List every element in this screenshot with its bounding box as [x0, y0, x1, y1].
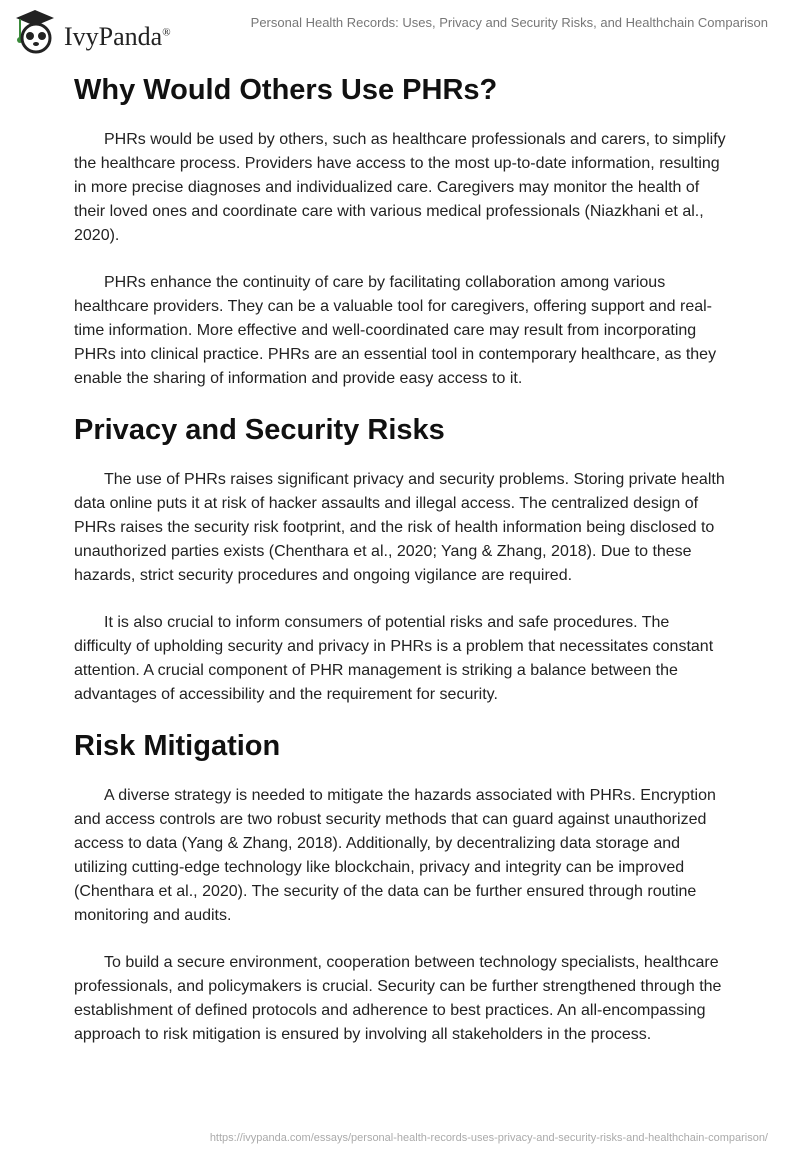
paragraph: The use of PHRs raises significant privacy and security problems. Storing private health data online puts it at risk of hacker assaults and illegal access. The centralized design of PHRs raises the security risk footprint, and the risk of health information being disclosed to unauthorized parties exists (Chenthara et al., 2020; Yang & Zhang, 2018). Due to these hazards, strict security procedures and ongoing vigilance are required. [74, 471, 725, 584]
page-header [0, 0, 800, 60]
logo-text: IvyPanda [64, 22, 163, 51]
document-title: Personal Health Records: Uses, Privacy and Security Risks, and Healthchain Comparison [250, 15, 768, 30]
section-heading: Risk Mitigation [74, 730, 281, 762]
registered-mark: ® [162, 26, 171, 39]
section-heading: Why Would Others Use PHRs? [74, 74, 498, 106]
source-url[interactable]: https://ivypanda.com/essays/personal-health-records-uses-privacy-and-security-risks-and-healthchain-comparison/ [209, 1132, 768, 1144]
paragraph: PHRs would be used by others, such as healthcare professionals and carers, to simplify the healthcare process. Providers have access to the most up-to-date information, resulting in more precise diagnoses and individualized care. Caregivers may monitor the health of their loved ones and coordinate care with various medical professionals (Niazkhani et al., 2020). [74, 131, 726, 244]
panda-graduate-icon [12, 8, 58, 54]
paragraph: It is also crucial to inform consumers of potential risks and safe procedures. The difficulty of upholding security and privacy in PHRs is a problem that necessitates constant attention. A crucial component of PHR management is striking a balance between the advantages of accessibility and the requirement for security. [74, 614, 714, 703]
paragraph: To build a secure environment, cooperation between technology specialists, healthcare professionals, and policymakers is crucial. Security can be further strengthened through the establishment of defined protocols and adherence to best practices. An all-encompassing approach to risk mitigation is ensured by involving all stakeholders in the process. [74, 954, 722, 1043]
paragraph: PHRs enhance the continuity of care by facilitating collaboration among various healthcare providers. They can be a valuable tool for caregivers, offering support and real-time information. More effective and well-coordinated care may result from incorporating PHRs into clinical practice. PHRs are an essential tool in contemporary healthcare, as they enable the sharing of information and provide easy access to it. [74, 274, 717, 387]
paragraph: A diverse strategy is needed to mitigate the hazards associated with PHRs. Encryption and access controls are two robust security methods that can guard against unauthorized access to data (Yang & Zhang, 2018). Additionally, by decentralizing data storage and utilizing cutting-edge technology like blockchain, privacy and integrity can be improved (Chenthara et al., 2020). The security of the data can be further ensured through routine monitoring and audits. [74, 787, 716, 924]
article-content [74, 70, 730, 1070]
ivypanda-logo[interactable] [12, 8, 171, 54]
section-heading: Privacy and Security Risks [74, 414, 445, 446]
